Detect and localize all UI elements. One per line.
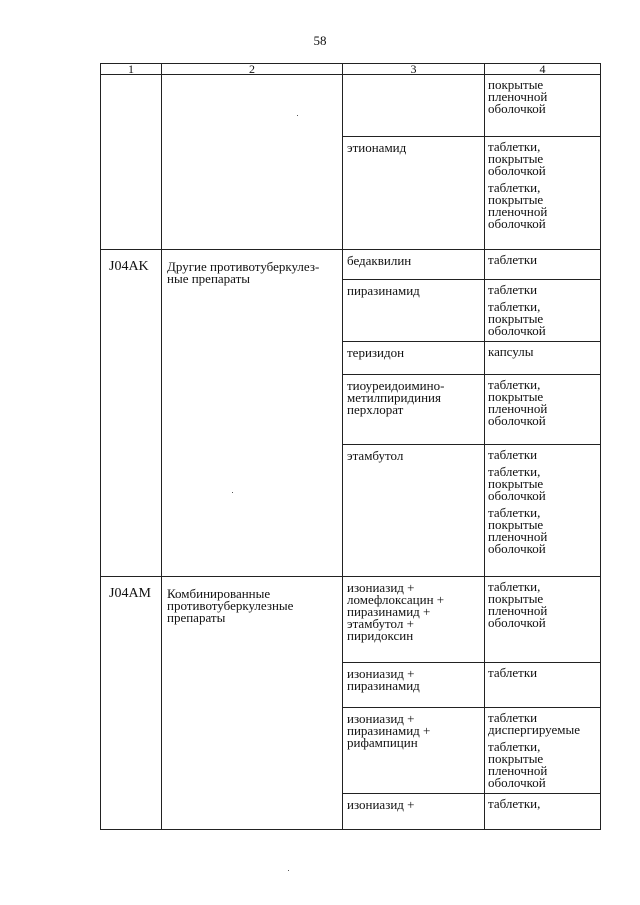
- table-row: [101, 577, 601, 663]
- drug-cell: теризидон: [343, 342, 485, 375]
- dosage-form-cell: [485, 280, 601, 342]
- dosage-form: таблетки, покрытые пленочной оболочкой: [488, 505, 548, 556]
- drug-cell: изониазид +: [343, 794, 485, 830]
- page-number: 58: [313, 33, 327, 48]
- scan-speck: [297, 115, 298, 116]
- drug-cell: изониазид + ломефлоксацин + пиразинамид + этамбутол + пиридоксин: [343, 577, 485, 663]
- dosage-form: таблетки, покрытые оболочкой: [488, 464, 546, 503]
- dosage-form-cell: [485, 342, 601, 375]
- table-row: [101, 75, 601, 137]
- drug-table: [100, 63, 601, 830]
- code-cell: [101, 75, 162, 250]
- column-header-2: 2: [162, 64, 343, 75]
- dosage-form-cell: [485, 445, 601, 577]
- dosage-form: таблетки: [488, 447, 538, 462]
- dosage-form: таблетки: [488, 252, 538, 267]
- dosage-form-cell: [485, 663, 601, 708]
- dosage-form-cell: [485, 794, 601, 830]
- drug-cell: этамбутол: [343, 445, 485, 577]
- dosage-form: таблетки: [488, 282, 538, 297]
- drug-cell: [343, 75, 485, 137]
- dosage-form: таблетки диспергируемые: [488, 710, 581, 737]
- group-name-cell: Другие противотуберкулез- ные препараты: [162, 250, 343, 577]
- dosage-form: таблетки, покрытые пленочной оболочкой: [488, 180, 548, 231]
- dosage-form: таблетки: [488, 665, 538, 680]
- drug-cell: тиоуреидоимино- метилпиридиния перхлорат: [343, 375, 485, 445]
- scan-speck: [288, 870, 289, 871]
- dosage-form: покрытые пленочной оболочкой: [488, 77, 548, 116]
- dosage-form-cell: [485, 708, 601, 794]
- column-header-1: 1: [101, 64, 162, 75]
- atc-code-cell: J04AM: [101, 577, 162, 830]
- dosage-form-cell: [485, 375, 601, 445]
- dosage-form: таблетки, покрытые оболочкой: [488, 139, 546, 178]
- atc-code-cell: J04AK: [101, 250, 162, 577]
- header-row: [101, 64, 601, 75]
- dosage-form-cell: [485, 250, 601, 280]
- dosage-form: таблетки, покрытые оболочкой: [488, 299, 546, 338]
- drug-cell: изониазид + пиразинамид: [343, 663, 485, 708]
- dosage-form: таблетки, покрытые пленочной оболочкой: [488, 579, 548, 630]
- column-header-4: 4: [485, 64, 601, 75]
- drug-cell: этионамид: [343, 137, 485, 250]
- dosage-form: капсулы: [488, 344, 534, 359]
- drug-cell: изониазид + пиразинамид + рифампицин: [343, 708, 485, 794]
- dosage-form: таблетки, покрытые пленочной оболочкой: [488, 739, 548, 790]
- group-name-cell: Комбинированные противотуберкулезные препараты: [162, 577, 343, 830]
- dosage-form-cell: [485, 137, 601, 250]
- group-name-cell: [162, 75, 343, 250]
- column-header-3: 3: [343, 64, 485, 75]
- dosage-form: таблетки,: [488, 796, 541, 811]
- dosage-form-cell: [485, 75, 601, 137]
- drug-cell: пиразинамид: [343, 280, 485, 342]
- dosage-form-cell: [485, 577, 601, 663]
- table-row: [101, 250, 601, 280]
- drug-cell: бедаквилин: [343, 250, 485, 280]
- scan-speck: [232, 492, 233, 493]
- dosage-form: таблетки, покрытые пленочной оболочкой: [488, 377, 548, 428]
